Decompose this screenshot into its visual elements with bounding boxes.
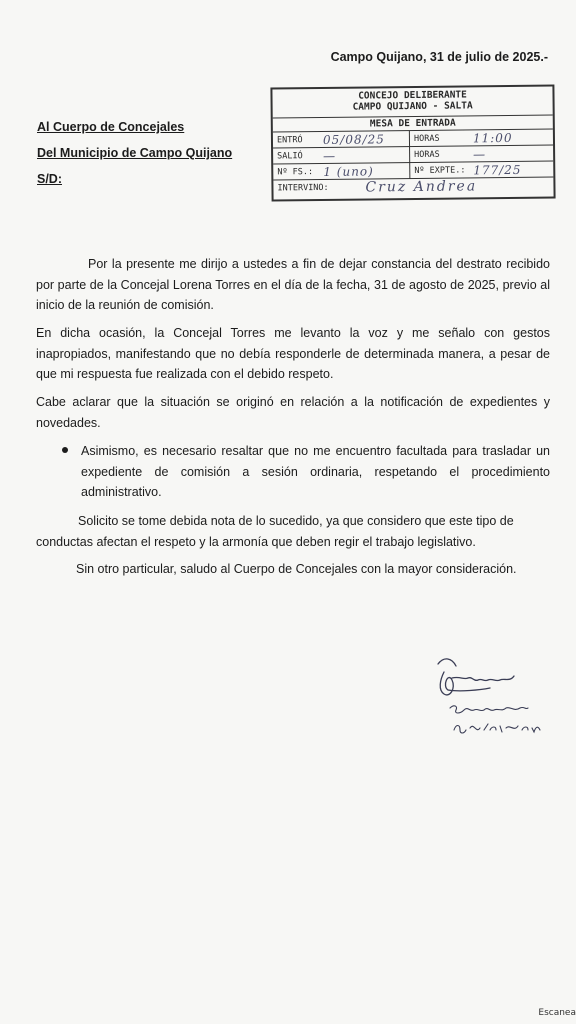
stamp-intervino-label: INTERVINO: — [277, 182, 329, 194]
stamp-salio-label: SALIÓ — [277, 151, 303, 162]
stamp-entro-value: 05/08/25 — [322, 132, 385, 147]
scanner-watermark: Escanea — [538, 1008, 576, 1018]
stamp-divider — [409, 163, 410, 179]
stamp-horas2-label: HORAS — [414, 149, 440, 160]
stamp-horas-value: 11:00 — [472, 130, 513, 146]
recipient-line-1: Al Cuerpo de Concejales — [37, 120, 185, 134]
stamp-section: MESA DE ENTRADA — [273, 115, 553, 133]
paragraph-4: Solicito se tome debida nota de lo sucedido, ya que considero que este tipo de — [78, 514, 514, 528]
stamp-expte-label: Nº EXPTE.: — [414, 165, 466, 176]
stamp-row-intervino — [273, 177, 553, 199]
stamp-entro-label: ENTRÓ — [276, 135, 303, 146]
signature-scribble-icon — [430, 650, 560, 760]
stamp-horas-label: HORAS — [413, 133, 440, 144]
stamp-fs-value: 1 (uno) — [323, 164, 374, 179]
paragraph-3: Cabe aclarar que la situación se originó en relación a la notificación de expedientes y novedades. — [36, 395, 550, 430]
stamp-title-1: CONCEJO DELIBERANTE — [358, 89, 467, 102]
reception-stamp — [270, 85, 555, 202]
stamp-divider — [409, 131, 410, 147]
paragraph-5: conductas afectan el respeto y la armonía que deben regir el trabajo legislativo. — [36, 535, 476, 549]
stamp-header — [272, 89, 552, 114]
stamp-divider — [409, 147, 410, 163]
letter-date: Campo Quijano, 31 de julio de 2025.- — [330, 50, 548, 64]
stamp-intervino-value: Cruz Andrea — [365, 178, 478, 196]
closing-paragraph: Sin otro particular, saludo al Cuerpo de Concejales con la mayor consideración. — [76, 562, 517, 576]
bullet-text: Asimismo, es necesario resaltar que no me encuentro facultada para trasladar un expediente de comisión a sesión ordinaria, respetando el procedimiento administrativo. — [81, 444, 550, 499]
stamp-horas2-value: — — [473, 147, 487, 162]
stamp-fs-label: Nº FS.: — [277, 167, 314, 178]
stamp-expte-value: 177/25 — [473, 162, 522, 178]
recipient-line-2: Del Municipio de Campo Quijano — [37, 146, 233, 160]
paragraph-1: Por la presente me dirijo a ustedes a fin de dejar constancia del destrato recibido por parte de la Concejal Lorena Torres en el día de la fecha, 31 de agosto de 2025, previo al inicio de la reunión de comisión. — [36, 257, 550, 312]
bullet-dot-icon — [62, 447, 68, 453]
recipient-line-3: S/D: — [37, 172, 62, 186]
stamp-title-2: CAMPO QUIJANO - SALTA — [352, 100, 473, 113]
stamp-salio-value: — — [323, 148, 337, 163]
paragraph-2: En dicha ocasión, la Concejal Torres me levanto la voz y me señalo con gestos inapropiados, manifestando que no debía responderle de determinada manera, a pesar de que mi respuesta fue realizada con el debido respeto. — [36, 326, 550, 381]
signature — [430, 650, 560, 760]
